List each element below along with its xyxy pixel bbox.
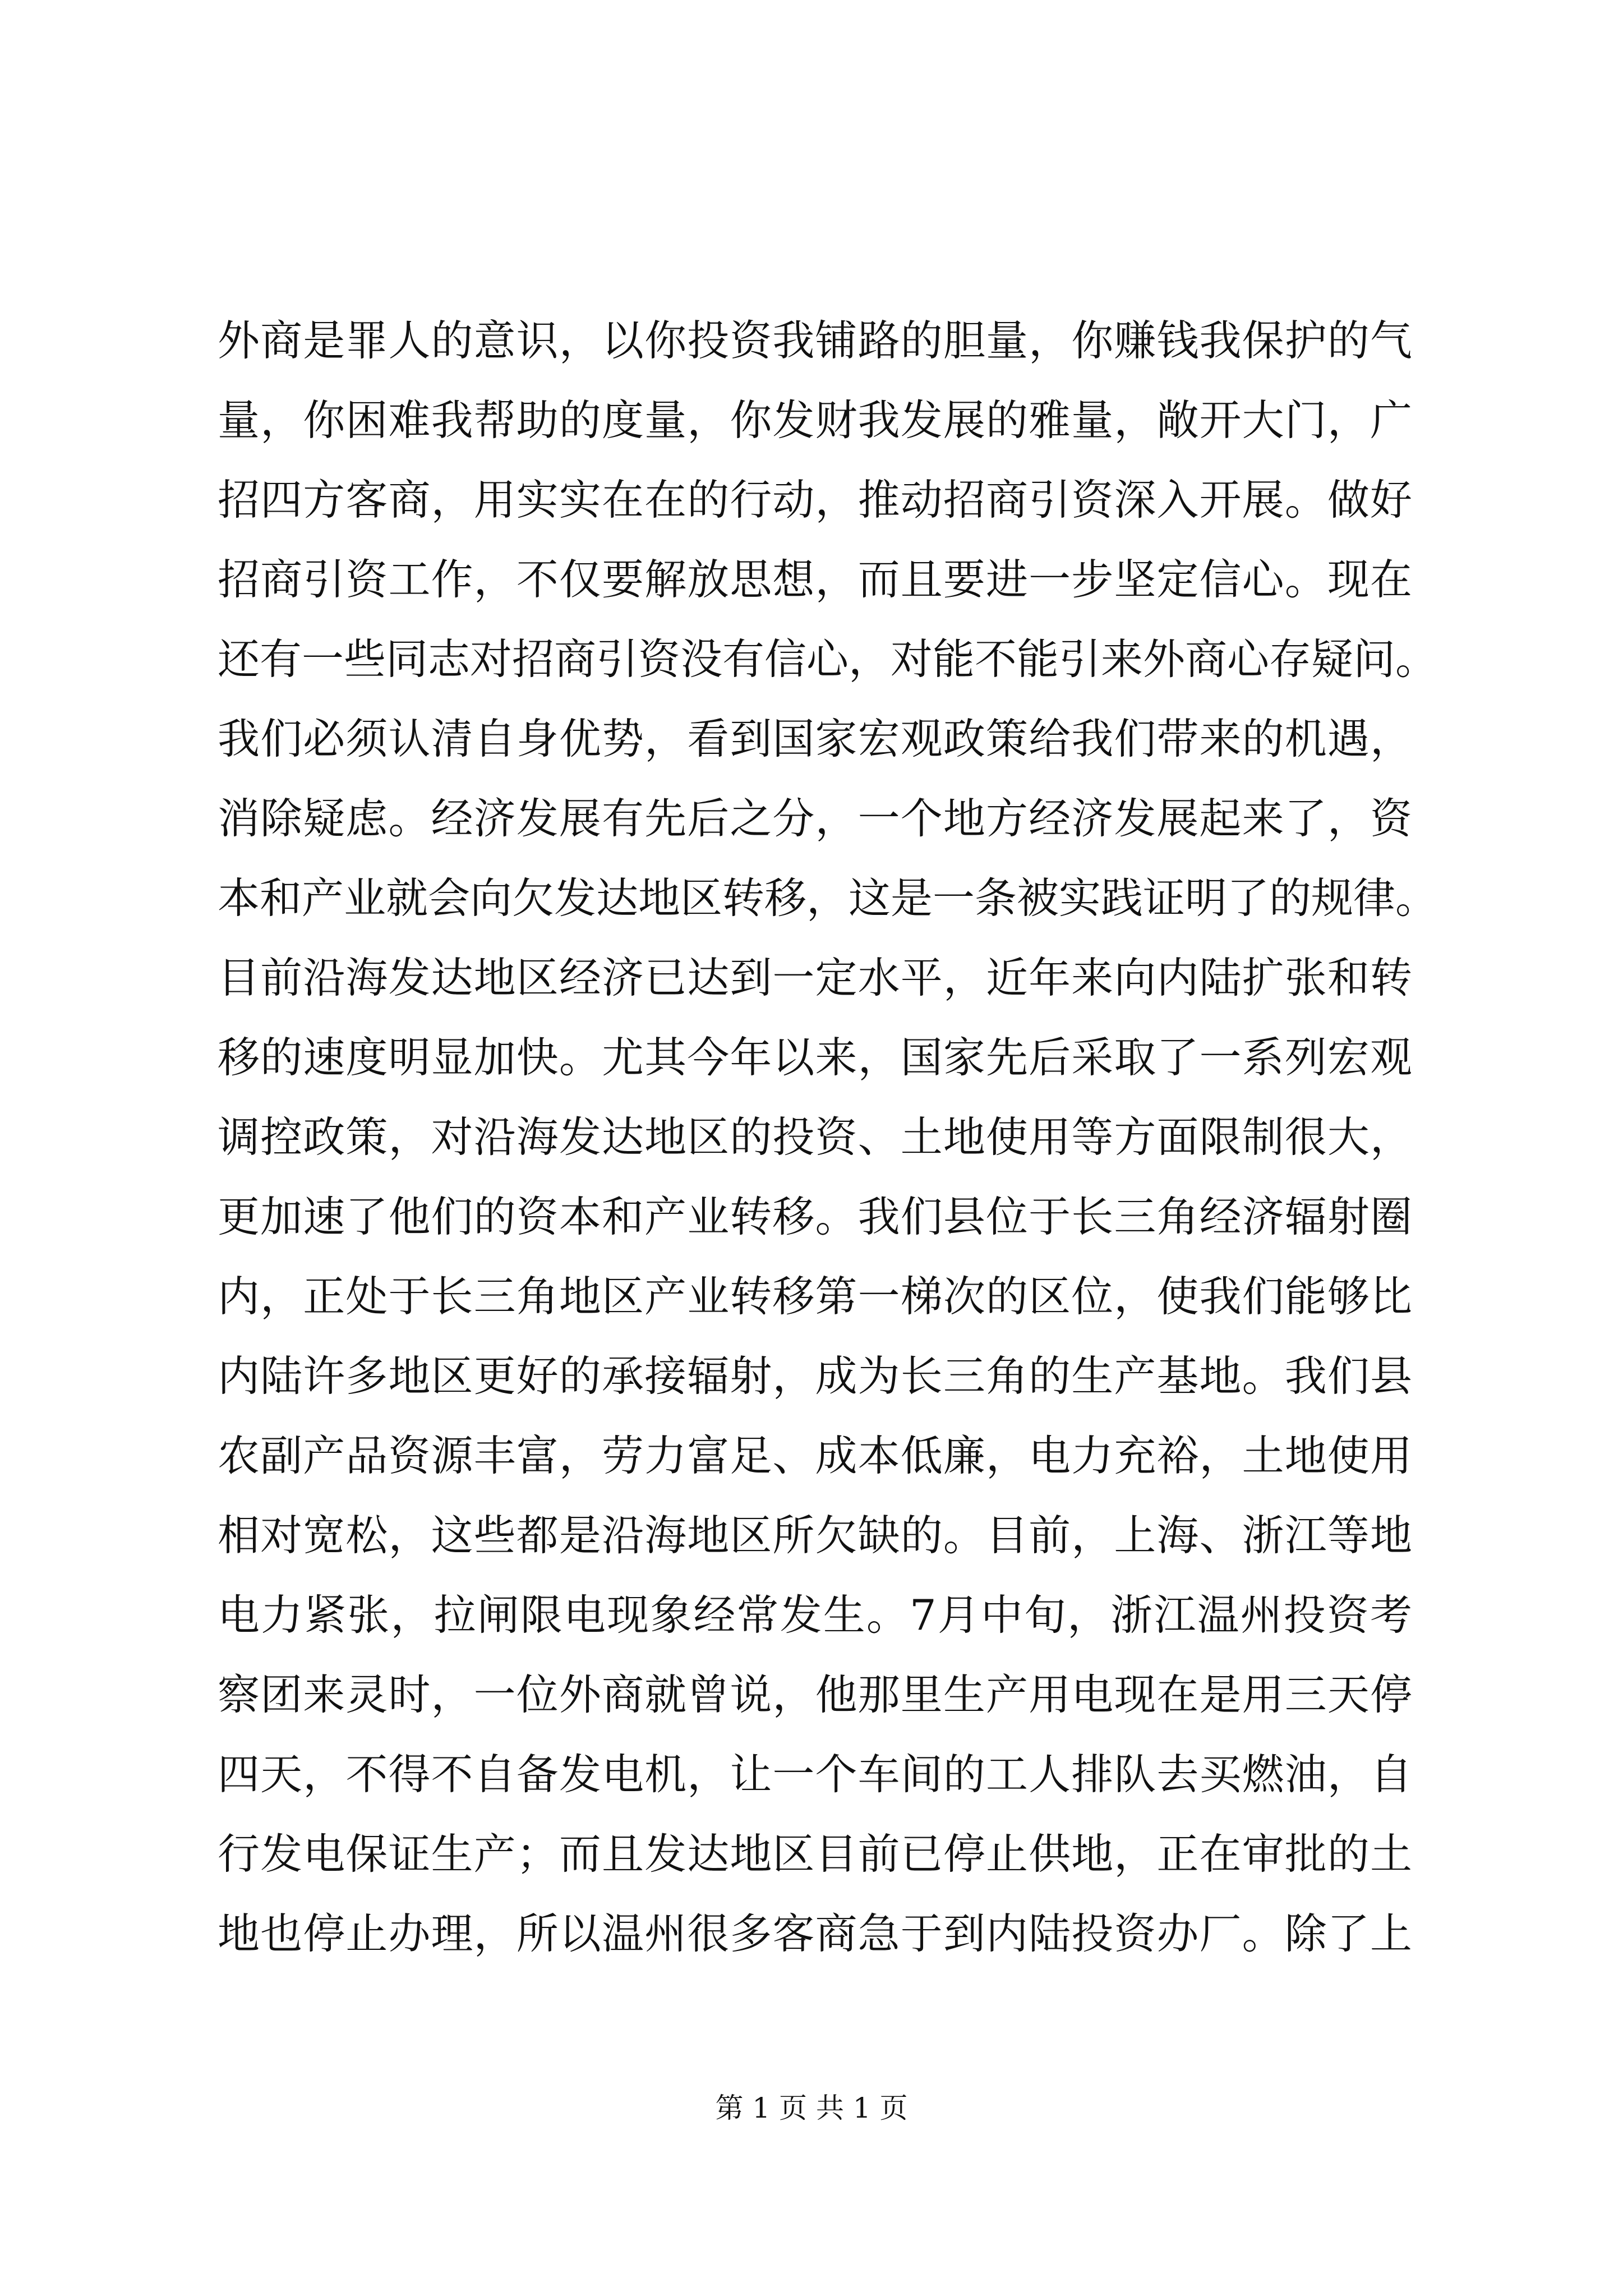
text-line: 农副产品资源丰富，劳力富足、成本低廉，电力充裕，土地使用 — [218, 1431, 1412, 1480]
text-line: 本和产业就会向欠发达地区转移，这是一条被实践证明了的规律。 — [218, 873, 1438, 923]
text-line: 四天，不得不自备发电机，让一个车间的工人排队去买燃油，自 — [218, 1750, 1412, 1799]
text-line: 目前沿海发达地区经济已达到一定水平，近年来向内陆扩张和转 — [218, 953, 1412, 1002]
text-line: 招四方客商，用实实在在的行动，推动招商引资深入开展。做好 — [218, 475, 1412, 524]
text-line: 我们必须认清自身优势，看到国家宏观政策给我们带来的机遇， — [218, 714, 1412, 763]
text-line: 调控政策，对沿海发达地区的投资、土地使用等方面限制很大， — [218, 1112, 1412, 1162]
text-line: 招商引资工作，不仅要解放思想，而且要进一步坚定信心。现在 — [218, 555, 1412, 604]
text-line: 消除疑虑。经济发展有先后之分，一个地方经济发展起来了，资 — [218, 794, 1412, 843]
text-line: 还有一些同志对招商引资没有信心，对能不能引来外商心存疑问。 — [218, 634, 1438, 684]
text-line: 内，正处于长三角地区产业转移第一梯次的区位，使我们能够比 — [218, 1272, 1412, 1321]
text-line: 相对宽松，这些都是沿海地区所欠缺的。目前，上海、浙江等地 — [218, 1511, 1412, 1560]
text-line: 行发电保证生产；而且发达地区目前已停止供地，正在审批的土 — [218, 1829, 1412, 1879]
text-line: 移的速度明显加快。尤其今年以来，国家先后采取了一系列宏观 — [218, 1033, 1412, 1082]
text-line: 量，你困难我帮助的度量，你发财我发展的雅量，敞开大门，广 — [218, 395, 1412, 445]
text-line: 地也停止办理，所以温州很多客商急于到内陆投资办厂。除了上 — [218, 1909, 1412, 1958]
text-line: 察团来灵时，一位外商就曾说，他那里生产用电现在是用三天停 — [218, 1670, 1412, 1719]
text-line: 内陆许多地区更好的承接辐射，成为长三角的生产基地。我们县 — [218, 1351, 1412, 1401]
body-text — [218, 301, 1438, 1973]
page-footer — [0, 2091, 1623, 2125]
text-line: 外商是罪人的意识，以你投资我铺路的胆量，你赚钱我保护的气 — [218, 316, 1412, 365]
text-line: 电力紧张，拉闸限电现象经常发生。7月中旬，浙江温州投资考 — [218, 1590, 1412, 1640]
text-line: 更加速了他们的资本和产业转移。我们县位于长三角经济辐射圈 — [218, 1192, 1412, 1241]
page-number-label: 第 1 页 共 1 页 — [715, 2092, 908, 2124]
